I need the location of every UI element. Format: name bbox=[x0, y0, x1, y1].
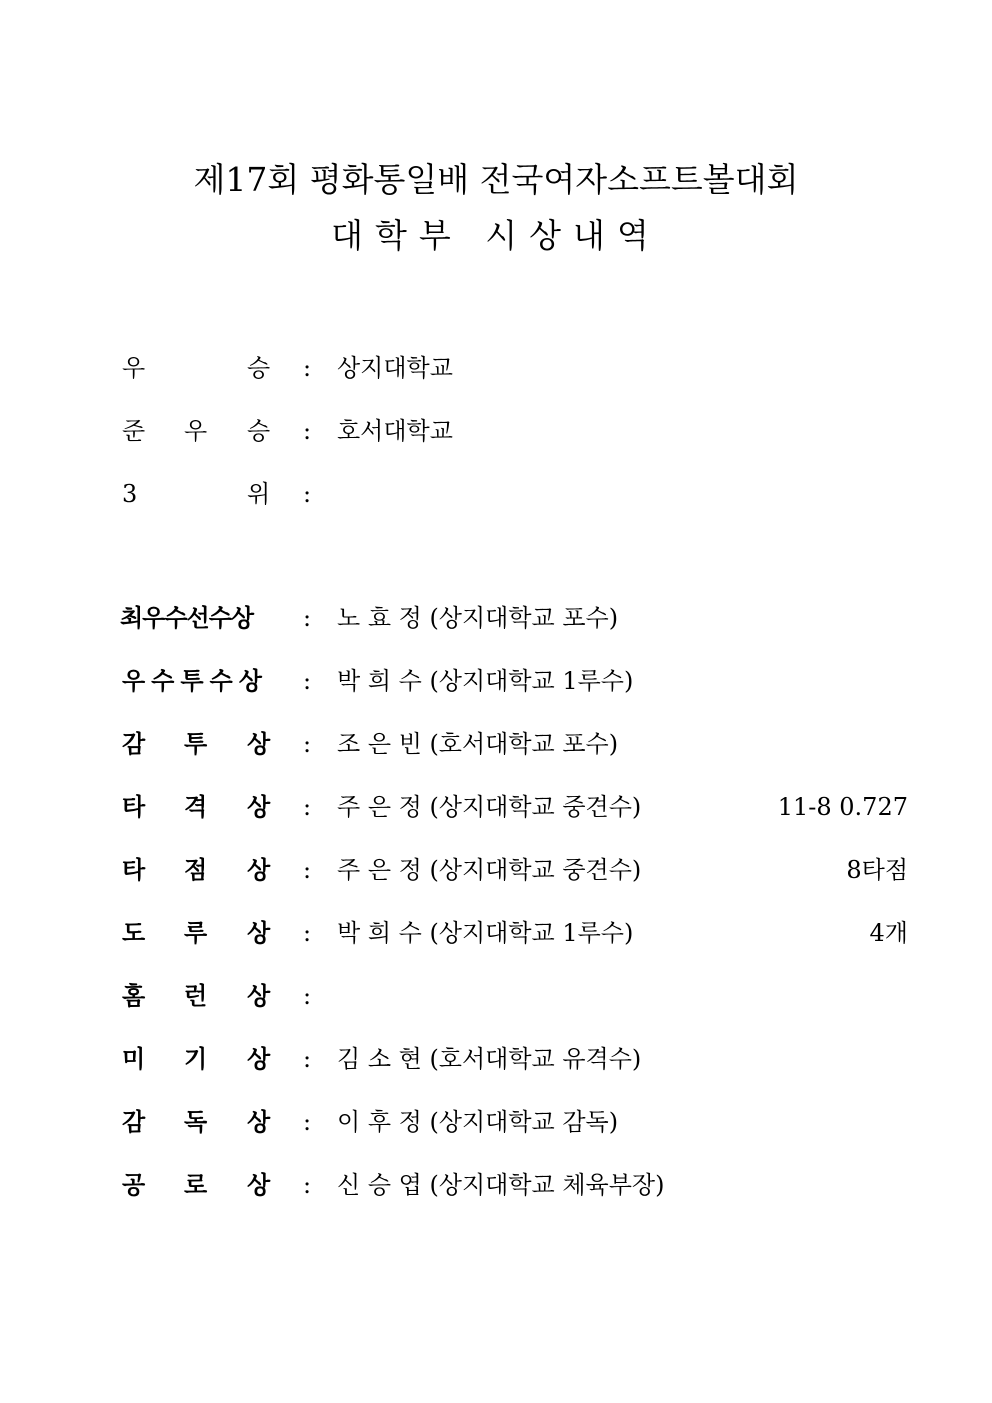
award-row-fighting-spirit bbox=[0, 724, 992, 764]
award-stat: 4개 bbox=[869, 919, 908, 947]
label-char: 감 bbox=[122, 729, 146, 758]
label-char: 상 bbox=[247, 918, 271, 947]
label-char: 투 bbox=[184, 729, 208, 758]
award-value: 신 승 엽 (상지대학교 체육부장) bbox=[337, 1171, 665, 1199]
label-char: 루 bbox=[184, 918, 208, 947]
label-char: 미 bbox=[122, 1044, 146, 1073]
award-stat: 8타점 bbox=[846, 856, 908, 884]
label-char: 상 bbox=[247, 729, 271, 758]
award-label bbox=[120, 411, 272, 451]
placement-row-third bbox=[0, 474, 992, 514]
award-row-fine-play bbox=[0, 1039, 992, 1079]
label-char: 상 bbox=[247, 981, 271, 1010]
award-value: 상지대학교 bbox=[337, 354, 453, 382]
label-char: 로 bbox=[184, 1170, 208, 1199]
award-row-home-run bbox=[0, 976, 992, 1016]
label-char: 최우수선수상 bbox=[120, 603, 254, 632]
placement-row-winner bbox=[0, 348, 992, 388]
label-char: 3 bbox=[122, 480, 138, 508]
award-label bbox=[120, 474, 272, 514]
label-char: 승 bbox=[247, 417, 271, 445]
award-value: 박 희 수 (상지대학교 1루수) bbox=[337, 919, 634, 947]
colon: : bbox=[303, 919, 312, 947]
label-char: 홈 bbox=[122, 981, 146, 1010]
award-value: 이 후 정 (상지대학교 감독) bbox=[337, 1108, 619, 1136]
award-label bbox=[120, 1165, 272, 1205]
colon: : bbox=[303, 667, 312, 695]
colon: : bbox=[303, 354, 312, 382]
award-label bbox=[120, 1102, 272, 1142]
award-row-mvp bbox=[0, 598, 992, 638]
award-row-batting bbox=[0, 787, 992, 827]
label-char: 승 bbox=[247, 354, 271, 382]
award-label bbox=[120, 787, 272, 827]
label-char: 위 bbox=[247, 480, 271, 508]
award-value: 주 은 정 (상지대학교 중견수) bbox=[337, 793, 642, 821]
colon: : bbox=[303, 417, 312, 445]
label-char: 도 bbox=[122, 918, 146, 947]
page-title: 제17회 평화통일배 전국여자소프트볼대회 bbox=[193, 160, 799, 199]
award-row-merit bbox=[0, 1165, 992, 1205]
award-label bbox=[120, 850, 272, 890]
award-row-rbi bbox=[0, 850, 992, 890]
award-label bbox=[120, 976, 272, 1016]
award-stat: 11-8 0.727 bbox=[777, 793, 908, 821]
award-value: 조 은 빈 (호서대학교 포수) bbox=[337, 730, 619, 758]
label-char: 점 bbox=[184, 855, 208, 884]
label-char: 우수투수상 bbox=[122, 666, 268, 695]
colon: : bbox=[303, 793, 312, 821]
colon: : bbox=[303, 1171, 312, 1199]
award-label bbox=[120, 1039, 272, 1079]
award-label bbox=[120, 913, 272, 953]
label-char: 상 bbox=[247, 855, 271, 884]
award-row-best-pitcher bbox=[0, 661, 992, 701]
colon: : bbox=[303, 982, 312, 1010]
award-label bbox=[120, 348, 272, 388]
label-char: 상 bbox=[247, 1170, 271, 1199]
page-subtitle: 대학부 시상내역 bbox=[331, 216, 661, 255]
award-row-coach bbox=[0, 1102, 992, 1142]
award-value: 박 희 수 (상지대학교 1루수) bbox=[337, 667, 634, 695]
colon: : bbox=[303, 1045, 312, 1073]
award-value: 노 효 정 (상지대학교 포수) bbox=[337, 604, 619, 632]
colon: : bbox=[303, 856, 312, 884]
label-char: 타 bbox=[122, 855, 146, 884]
label-char: 상 bbox=[247, 1107, 271, 1136]
award-value: 주 은 정 (상지대학교 중견수) bbox=[337, 856, 642, 884]
label-char: 우 bbox=[122, 354, 146, 382]
award-value: 김 소 현 (호서대학교 유격수) bbox=[337, 1045, 642, 1073]
label-char: 감 bbox=[122, 1107, 146, 1136]
label-char: 타 bbox=[122, 792, 146, 821]
label-char: 격 bbox=[184, 792, 208, 821]
label-char: 공 bbox=[122, 1170, 146, 1199]
colon: : bbox=[303, 604, 312, 632]
colon: : bbox=[303, 1108, 312, 1136]
label-char: 우 bbox=[184, 417, 208, 445]
label-char: 준 bbox=[122, 417, 146, 445]
label-char: 상 bbox=[247, 1044, 271, 1073]
label-char: 상 bbox=[247, 792, 271, 821]
award-label bbox=[120, 724, 272, 764]
colon: : bbox=[303, 480, 312, 508]
placement-row-runner-up bbox=[0, 411, 992, 451]
colon: : bbox=[303, 730, 312, 758]
label-char: 기 bbox=[184, 1044, 208, 1073]
award-label bbox=[120, 598, 272, 638]
award-row-stolen-base bbox=[0, 913, 992, 953]
label-char: 런 bbox=[184, 981, 208, 1010]
award-value: 호서대학교 bbox=[337, 417, 453, 445]
award-label bbox=[120, 661, 272, 701]
label-char: 독 bbox=[184, 1107, 208, 1136]
